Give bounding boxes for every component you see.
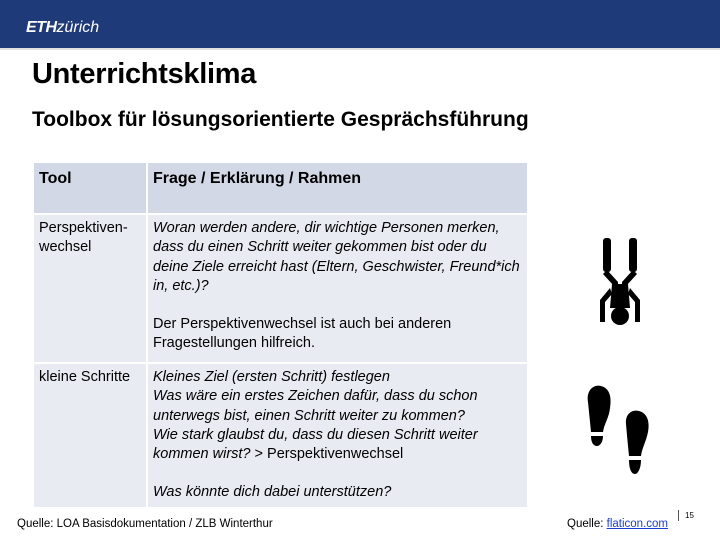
question-italic-text: Kleines Ziel (ersten Schritt) festlegen Was wäre ein erstes Zeichen dafür, dass du schon unterwegs bist, einen Schritt weiter zu kommen? Wie stark glaubst du, dass du diesen Schritt weiter kommen wirst? bbox=[153, 369, 478, 463]
page-title: Unterrichtsklima bbox=[32, 58, 257, 90]
question-cell bbox=[147, 363, 528, 508]
person-headstand-icon bbox=[592, 236, 648, 328]
header-bar bbox=[0, 0, 720, 48]
tool-cell: Perspektiven- wechsel bbox=[33, 214, 147, 363]
footprints-icon bbox=[582, 384, 656, 490]
table-header-row bbox=[33, 162, 528, 214]
table-row bbox=[33, 214, 528, 363]
question-normal-text: Der Perspektivenwechsel ist auch bei anderen Fragestellungen hilfreich. bbox=[153, 316, 452, 352]
table-row bbox=[33, 363, 528, 508]
col-header-tool: Tool bbox=[33, 162, 147, 214]
source-right bbox=[567, 518, 668, 530]
page-subtitle: Toolbox für lösungsorientierte Gesprächsführung bbox=[32, 108, 529, 131]
page-number: 15 bbox=[685, 511, 694, 520]
source-left: Quelle: LOA Basisdokumentation / ZLB Winterthur bbox=[17, 518, 273, 530]
flaticon-link[interactable]: flaticon.com bbox=[606, 518, 668, 530]
eth-logo bbox=[26, 19, 99, 37]
col-header-question: Frage / Erklärung / Rahmen bbox=[147, 162, 528, 214]
logo-zurich-text: zürich bbox=[56, 19, 100, 36]
question-italic-text-2: Was könnte dich dabei unterstützen? bbox=[153, 484, 392, 501]
footer-separator bbox=[678, 510, 679, 521]
tool-cell: kleine Schritte bbox=[33, 363, 147, 508]
source-right-prefix: Quelle: bbox=[567, 518, 607, 530]
question-cell bbox=[147, 214, 528, 363]
logo-eth-text: ETH bbox=[26, 19, 57, 36]
header-divider bbox=[0, 48, 720, 50]
toolbox-table bbox=[32, 161, 529, 509]
question-italic-text: Woran werden andere, dir wichtige Personen merken, dass du einen Schritt weiter gekommen bist oder du deine Ziele erreicht hast (Eltern, Geschwister, Freund*ich in, etc.)? bbox=[153, 220, 520, 294]
question-suffix-text: > Perspektivenwechsel bbox=[250, 446, 404, 463]
